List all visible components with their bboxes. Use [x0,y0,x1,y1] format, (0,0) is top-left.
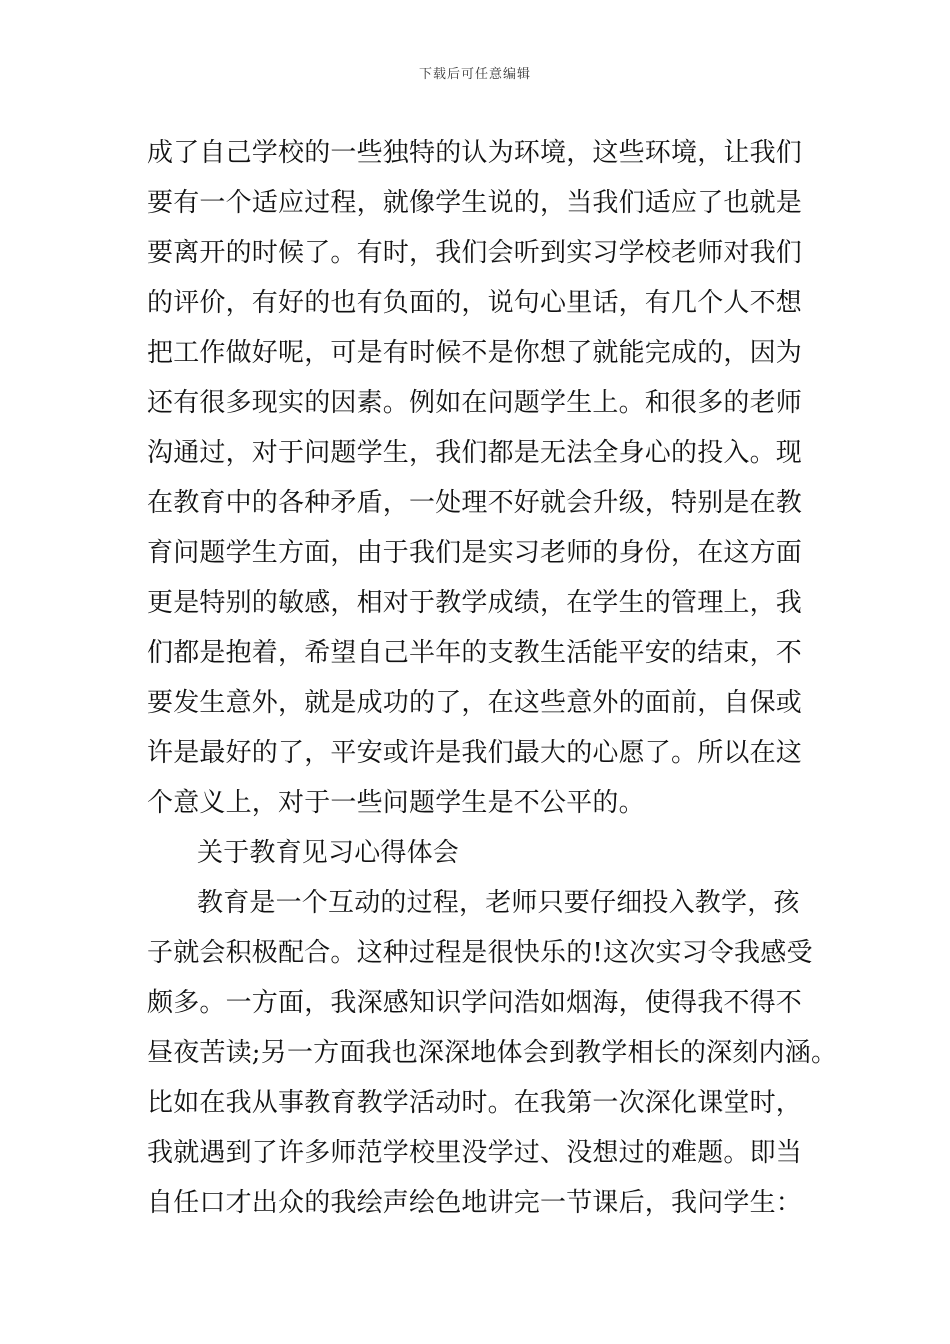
page-header: 下载后可任意编辑 [418,67,531,82]
text-line: 许是最好的了，平安或许是我们最大的心愿了。所以在这 [147,738,803,768]
text-line: 更是特别的敏感，相对于教学成绩，在学生的管理上，我 [147,588,803,618]
section-heading: 关于教育见习心得体会 [197,838,460,868]
document-body [147,128,847,1228]
text-line: 昼夜苦读;另一方面我也深深地体会到教学相长的深刻内涵。 [147,1038,838,1068]
text-line: 比如在我从事教育教学活动时。在我第一次深化课堂时， [147,1088,803,1118]
text-line: 在教育中的各种矛盾，一处理不好就会升级，特别是在教 [147,488,803,518]
paragraph-first-line: 教育是一个互动的过程，老师只要仔细投入教学，孩 [197,888,800,918]
text-line: 要有一个适应过程，就像学生说的，当我们适应了也就是 [147,188,803,218]
text-line: 沟通过，对于问题学生，我们都是无法全身心的投入。现 [147,438,803,468]
text-line: 自任口才出众的我绘声绘色地讲完一节课后，我问学生： [147,1188,803,1218]
text-line: 颇多。一方面，我深感知识学问浩如烟海，使得我不得不 [147,988,803,1018]
text-line: 育问题学生方面，由于我们是实习老师的身份，在这方面 [147,538,803,568]
text-line: 个意义上，对于一些问题学生是不公平的。 [147,788,645,818]
text-line: 成了自己学校的一些独特的认为环境，这些环境，让我们 [147,138,803,168]
text-line: 要发生意外，就是成功的了，在这些意外的面前，自保或 [147,688,803,718]
text-line: 还有很多现实的因素。例如在问题学生上。和很多的老师 [147,388,803,418]
text-line: 子就会积极配合。这种过程是很快乐的!这次实习令我感受 [147,938,813,968]
text-line: 把工作做好呢，可是有时候不是你想了就能完成的，因为 [147,338,803,368]
text-line: 们都是抱着，希望自己半年的支教生活能平安的结束，不 [147,638,803,668]
text-line: 要离开的时候了。有时，我们会听到实习学校老师对我们 [147,238,803,268]
text-line: 我就遇到了许多师范学校里没学过、没想过的难题。即当 [147,1138,803,1168]
text-line: 的评价，有好的也有负面的，说句心里话，有几个人不想 [147,288,803,318]
